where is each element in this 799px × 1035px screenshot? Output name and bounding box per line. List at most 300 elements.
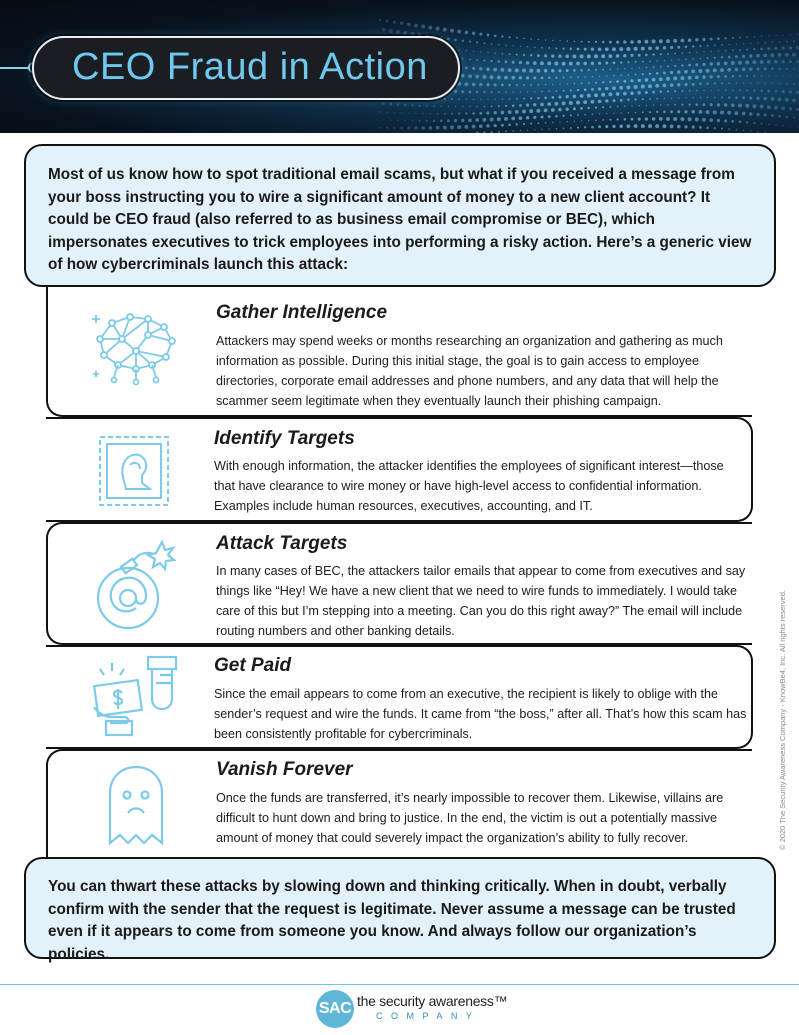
header-dot — [630, 54, 633, 57]
header-dot — [397, 120, 398, 121]
header-dot — [645, 54, 648, 57]
header-dot — [498, 60, 500, 62]
header-dot — [646, 67, 647, 68]
header-dot — [472, 112, 475, 115]
header-dot — [612, 47, 616, 51]
header-dot — [537, 97, 539, 99]
header-dot — [620, 99, 623, 102]
header-dot — [583, 100, 587, 104]
header-dot — [674, 104, 676, 106]
header-dot — [426, 120, 428, 122]
header-dot — [563, 115, 565, 117]
header-dot — [541, 77, 544, 80]
header-dot — [558, 54, 562, 58]
header-dot — [584, 48, 587, 51]
header-dot — [703, 103, 706, 106]
header-dot — [516, 37, 518, 39]
header-dot — [797, 127, 798, 128]
company-name-sub: COMPANY — [376, 1011, 481, 1021]
header-dot — [703, 90, 704, 91]
header-dot — [692, 45, 694, 47]
header-dot — [469, 91, 472, 94]
header-dot — [713, 68, 717, 72]
header-dot — [547, 102, 551, 106]
step-title: Identify Targets — [214, 428, 355, 449]
header-dot — [783, 76, 784, 77]
header-dot — [746, 121, 748, 123]
header-dot — [444, 113, 446, 115]
header-dot — [793, 40, 795, 42]
header-dot — [785, 53, 789, 57]
header-dot — [749, 54, 752, 57]
header-dot — [573, 69, 576, 72]
header-dot — [790, 34, 791, 35]
header-dot — [508, 110, 512, 114]
header-dot — [673, 76, 677, 80]
header-dot — [585, 76, 586, 77]
header-dot — [768, 124, 770, 126]
header-dot — [775, 90, 778, 93]
header-dot — [768, 35, 769, 36]
header-dot — [756, 67, 759, 70]
header-dot — [588, 41, 590, 43]
header-dot — [577, 89, 579, 91]
header-dot — [495, 53, 496, 54]
header-dot — [696, 103, 699, 106]
header-dot — [486, 111, 489, 114]
header-dot — [714, 97, 716, 99]
header-dot — [577, 76, 578, 77]
header-dot — [554, 102, 558, 106]
step-text: In many cases of BEC, the attackers tailor emails that appear to come from executives and say things like “Hey! We have a new client that we need to wire funds to immediately. I would take care of this but I’m stepping into a meeting. Can you do this right away?” The email will include routing numbers and other banking details. — [216, 564, 746, 638]
header-dot — [498, 131, 500, 133]
header-dot — [551, 54, 554, 57]
header-dot — [688, 103, 690, 105]
header-dot — [529, 69, 533, 73]
header-dot — [530, 84, 532, 86]
header-dot — [394, 112, 395, 113]
header-dot — [598, 100, 602, 104]
header-dot — [767, 47, 770, 50]
step-text: Since the email appears to come from an executive, the recipient is likely to oblige with the sender’s request and wire the funds. It came from “the boss,” after all. That’s how this scam has been consistently profitable for cybercriminals. — [214, 687, 747, 741]
header-dot — [670, 110, 673, 113]
header-dot — [635, 112, 637, 114]
header-dot — [545, 122, 547, 124]
header-dot — [783, 35, 784, 36]
header-dot — [396, 30, 400, 34]
header-dot — [454, 119, 457, 122]
header-dot — [480, 51, 481, 52]
header-dot — [519, 116, 523, 120]
header-dot — [699, 110, 703, 114]
header-dot — [411, 104, 413, 106]
header-dot — [574, 41, 576, 43]
header-dot — [554, 62, 558, 66]
header-dot — [710, 38, 713, 41]
header-dot — [638, 118, 641, 121]
header-dot — [537, 69, 541, 73]
header-dot — [616, 54, 620, 58]
header-dot — [659, 77, 663, 81]
header-dot — [691, 110, 695, 114]
header-dot — [555, 77, 557, 79]
header-dot — [455, 106, 456, 107]
header-dot — [754, 75, 756, 77]
header-dot — [645, 91, 648, 94]
header-dot — [508, 123, 511, 126]
header-dot — [520, 130, 521, 131]
header-dot — [742, 112, 746, 116]
header-dot — [606, 75, 607, 76]
header-dot — [472, 83, 476, 87]
header-dot — [583, 62, 587, 66]
header-dot — [786, 83, 788, 85]
header-dot — [775, 35, 776, 36]
header-dot — [498, 105, 500, 107]
header-dot — [598, 47, 602, 51]
header-dot — [541, 91, 542, 92]
header-dot — [527, 130, 528, 131]
header-dot — [699, 83, 701, 85]
header-dot — [584, 114, 586, 116]
header-dot — [610, 69, 611, 70]
header-dot — [544, 108, 548, 112]
header-dot — [482, 75, 486, 79]
header-dot — [379, 111, 381, 113]
header-dot — [742, 96, 745, 99]
step-title: Vanish Forever — [216, 759, 353, 780]
header-dot — [634, 47, 638, 51]
header-dot — [580, 54, 584, 58]
header-dot — [742, 68, 746, 72]
header-dot — [781, 46, 784, 49]
header-dot — [602, 41, 604, 43]
header-dot — [491, 43, 493, 45]
header-dot — [637, 40, 641, 44]
step-text: With enough information, the attacker identifies the employees of significant interest—those that have clearance to wire money or have high-level access to confidential information. Examples include human resources, executives, accounting, and IT. — [214, 459, 724, 513]
header-dot — [493, 68, 497, 72]
header-dot — [552, 84, 553, 85]
header-dot — [457, 30, 461, 34]
header-dot — [540, 115, 543, 118]
header-dot — [483, 131, 485, 133]
header-dot — [523, 54, 525, 56]
header-dot — [765, 83, 766, 84]
header-dot — [570, 127, 572, 129]
header-dot — [567, 83, 568, 84]
header-dot — [671, 60, 672, 61]
header-dot — [725, 50, 726, 51]
header-dot — [429, 126, 433, 130]
header-dot — [447, 37, 450, 40]
header-dot — [696, 52, 697, 53]
header-dot — [639, 67, 640, 68]
header-dot — [732, 49, 734, 51]
header-dot — [702, 75, 706, 79]
header-dot — [531, 38, 532, 39]
header-dot — [666, 39, 670, 43]
header-dot — [400, 22, 403, 25]
header-dot — [623, 54, 626, 57]
header-dot — [623, 80, 626, 83]
header-dot — [570, 76, 572, 78]
step-text: Once the funds are transferred, it’s nearly impossible to recover them. Likewise, villains are difficult to hunt down and bring to justice. In the end, the victim is out a potentially massive amount of money that could severely impact the organization’s ability to fully recover. — [216, 791, 724, 845]
header-dot — [735, 96, 738, 99]
header-dot — [502, 53, 504, 55]
header-dot — [526, 104, 529, 107]
header-dot — [637, 79, 640, 82]
header-dot — [627, 61, 629, 63]
header-dot — [678, 97, 679, 98]
header-dot — [646, 105, 647, 106]
header-dot — [746, 90, 748, 92]
header-dot — [760, 60, 764, 64]
header-dot — [483, 60, 485, 62]
header-dot — [783, 125, 784, 126]
header-dot — [752, 60, 756, 64]
header-dot — [389, 29, 393, 33]
header-dot — [476, 59, 478, 61]
header-dot — [763, 97, 767, 101]
header-dot — [479, 112, 482, 115]
step-gather-intelligence — [46, 287, 752, 417]
header-dot — [778, 97, 782, 101]
header-dot — [666, 117, 670, 121]
header-dot — [648, 47, 652, 51]
header-dot — [677, 83, 680, 86]
header-dot — [767, 105, 771, 109]
header-dot — [674, 53, 676, 55]
header-dot — [468, 74, 472, 78]
header-dot — [530, 123, 532, 125]
header-dot — [660, 104, 661, 105]
header-dot — [382, 102, 385, 105]
header-dot — [645, 78, 649, 82]
header-dot — [779, 41, 781, 43]
title-pill — [32, 36, 460, 100]
step-vanish-forever — [46, 749, 752, 857]
header-dot — [749, 67, 752, 70]
header-dot — [605, 47, 609, 51]
header-dot — [609, 119, 611, 121]
header-dot — [382, 28, 386, 32]
header-dot — [645, 117, 648, 120]
header-dot — [742, 55, 745, 58]
header-dot — [746, 49, 748, 51]
header-dot — [544, 54, 547, 57]
header-dot — [462, 58, 463, 59]
conclusion-text: You can thwart these attacks by slowing down and thinking critically. When in doubt, verbally confirm with the sender that the request is legitimate. Never assume a message can be trusted even if it appears to come from someone you know. And always follow our organization’s policies. — [48, 878, 736, 963]
header-dot — [584, 88, 587, 91]
header-dot — [522, 110, 526, 114]
header-dot — [612, 99, 615, 102]
header-dot — [797, 76, 798, 77]
header-dot — [505, 45, 506, 46]
header-dot — [695, 76, 699, 80]
header-dot — [491, 91, 493, 93]
header-dot — [407, 23, 411, 27]
header-dot — [580, 69, 582, 71]
header-dot — [699, 126, 702, 129]
header-dot — [653, 105, 654, 106]
header-dot — [581, 83, 582, 84]
header-dot — [703, 51, 704, 52]
copyright-notice: © 2020 The Security Awareness Company - KnowBe4, Inc. All rights reserved. — [778, 590, 787, 850]
header-dot — [609, 54, 613, 58]
header-dot — [581, 120, 582, 121]
header-dot — [728, 56, 731, 59]
header-dot — [680, 76, 684, 80]
header-dot — [520, 46, 521, 47]
header-dot — [587, 54, 591, 58]
header-dot — [462, 40, 465, 43]
header-dot — [732, 75, 734, 77]
header-dot — [400, 127, 403, 130]
company-logo-badge: SAC — [316, 990, 354, 1028]
header-dot — [682, 90, 684, 92]
header-dot — [512, 104, 515, 107]
header-dot — [649, 111, 651, 113]
header-dot — [724, 61, 728, 65]
header-dot — [652, 53, 654, 55]
header-dot — [772, 41, 774, 43]
header-dot — [666, 77, 670, 81]
header-dot — [479, 83, 482, 86]
header-dot — [746, 75, 748, 77]
header-dot — [533, 116, 536, 119]
header-dot — [771, 97, 775, 101]
header-dot — [451, 98, 453, 100]
header-dot — [594, 54, 598, 58]
header-dot — [786, 68, 788, 70]
header-dot — [616, 92, 620, 96]
header-dot — [771, 68, 773, 70]
header-dot — [609, 41, 612, 44]
header-dot — [749, 96, 752, 99]
header-dot — [498, 44, 499, 45]
header-dot — [605, 125, 608, 128]
header-dot — [563, 128, 565, 130]
header-dot — [617, 68, 618, 69]
header-dot — [497, 117, 501, 121]
header-dot — [760, 90, 762, 92]
header-dot — [595, 41, 597, 43]
header-dot — [562, 62, 566, 66]
header-dot — [677, 110, 680, 113]
header-dot — [628, 112, 629, 113]
header-dot — [479, 67, 482, 70]
money-handoff-icon — [90, 653, 182, 743]
header-dot — [526, 76, 529, 79]
header-dot — [648, 124, 652, 128]
header-dot — [616, 41, 619, 44]
header-dot — [495, 99, 496, 100]
header-dot — [486, 83, 489, 86]
header-dot — [491, 131, 493, 133]
header-dot — [732, 37, 734, 39]
header-dot — [598, 87, 601, 90]
header-dot — [563, 90, 565, 92]
header-dot — [692, 58, 693, 59]
header-dot — [617, 106, 619, 108]
header-dot — [563, 77, 565, 79]
header-dot — [523, 98, 525, 100]
header-dot — [793, 116, 795, 118]
header-dot — [541, 129, 542, 130]
header-dot — [667, 65, 669, 67]
intro-box — [24, 144, 776, 287]
header-dot — [526, 61, 530, 65]
header-dot — [649, 61, 650, 62]
header-dot — [667, 90, 669, 92]
header-dot — [558, 69, 561, 72]
header-dot — [663, 111, 666, 114]
header-dot — [577, 48, 580, 51]
header-dot — [768, 90, 771, 93]
header-dot — [775, 124, 776, 125]
header-dot — [663, 71, 666, 74]
header-dot — [533, 61, 537, 65]
header-dot — [655, 84, 659, 88]
header-dot — [688, 117, 692, 121]
header-dot — [779, 83, 781, 85]
header-dot — [491, 60, 493, 62]
header-dot — [660, 53, 662, 55]
header-dot — [383, 119, 384, 120]
header-dot — [379, 19, 382, 22]
header-dot — [743, 43, 744, 44]
header-dot — [515, 68, 519, 72]
header-dot — [570, 114, 572, 116]
header-dot — [702, 63, 705, 66]
header-dot — [516, 54, 518, 56]
header-dot — [635, 61, 637, 63]
header-dot — [786, 116, 788, 118]
header-dot — [767, 60, 771, 64]
header-dot — [782, 90, 785, 93]
header-dot — [710, 103, 713, 106]
header-dot — [707, 83, 709, 85]
header-dot — [649, 98, 651, 100]
header-dot — [754, 36, 755, 37]
header-dot — [570, 48, 572, 50]
header-dot — [490, 75, 494, 79]
header-dot — [692, 83, 695, 86]
header-dot — [493, 111, 496, 114]
header-dot — [626, 85, 630, 89]
header-dot — [774, 106, 778, 110]
header-dot — [591, 100, 595, 104]
header-dot — [465, 31, 469, 35]
header-dot — [476, 91, 478, 93]
header-dot — [728, 82, 730, 84]
header-dot — [505, 105, 507, 107]
header-dot — [667, 53, 669, 55]
header-dot — [644, 40, 648, 44]
header-dot — [440, 119, 443, 122]
header-dot — [450, 125, 454, 129]
header-dot — [638, 54, 641, 57]
header-dot — [437, 113, 438, 114]
header-dot — [588, 107, 590, 109]
step-identify-targets — [46, 417, 753, 522]
header-dot — [663, 84, 667, 88]
header-dot — [386, 127, 388, 129]
header-dot — [476, 41, 478, 43]
header-dot — [684, 125, 687, 128]
header-dot — [631, 105, 632, 106]
header-dot — [623, 40, 626, 43]
